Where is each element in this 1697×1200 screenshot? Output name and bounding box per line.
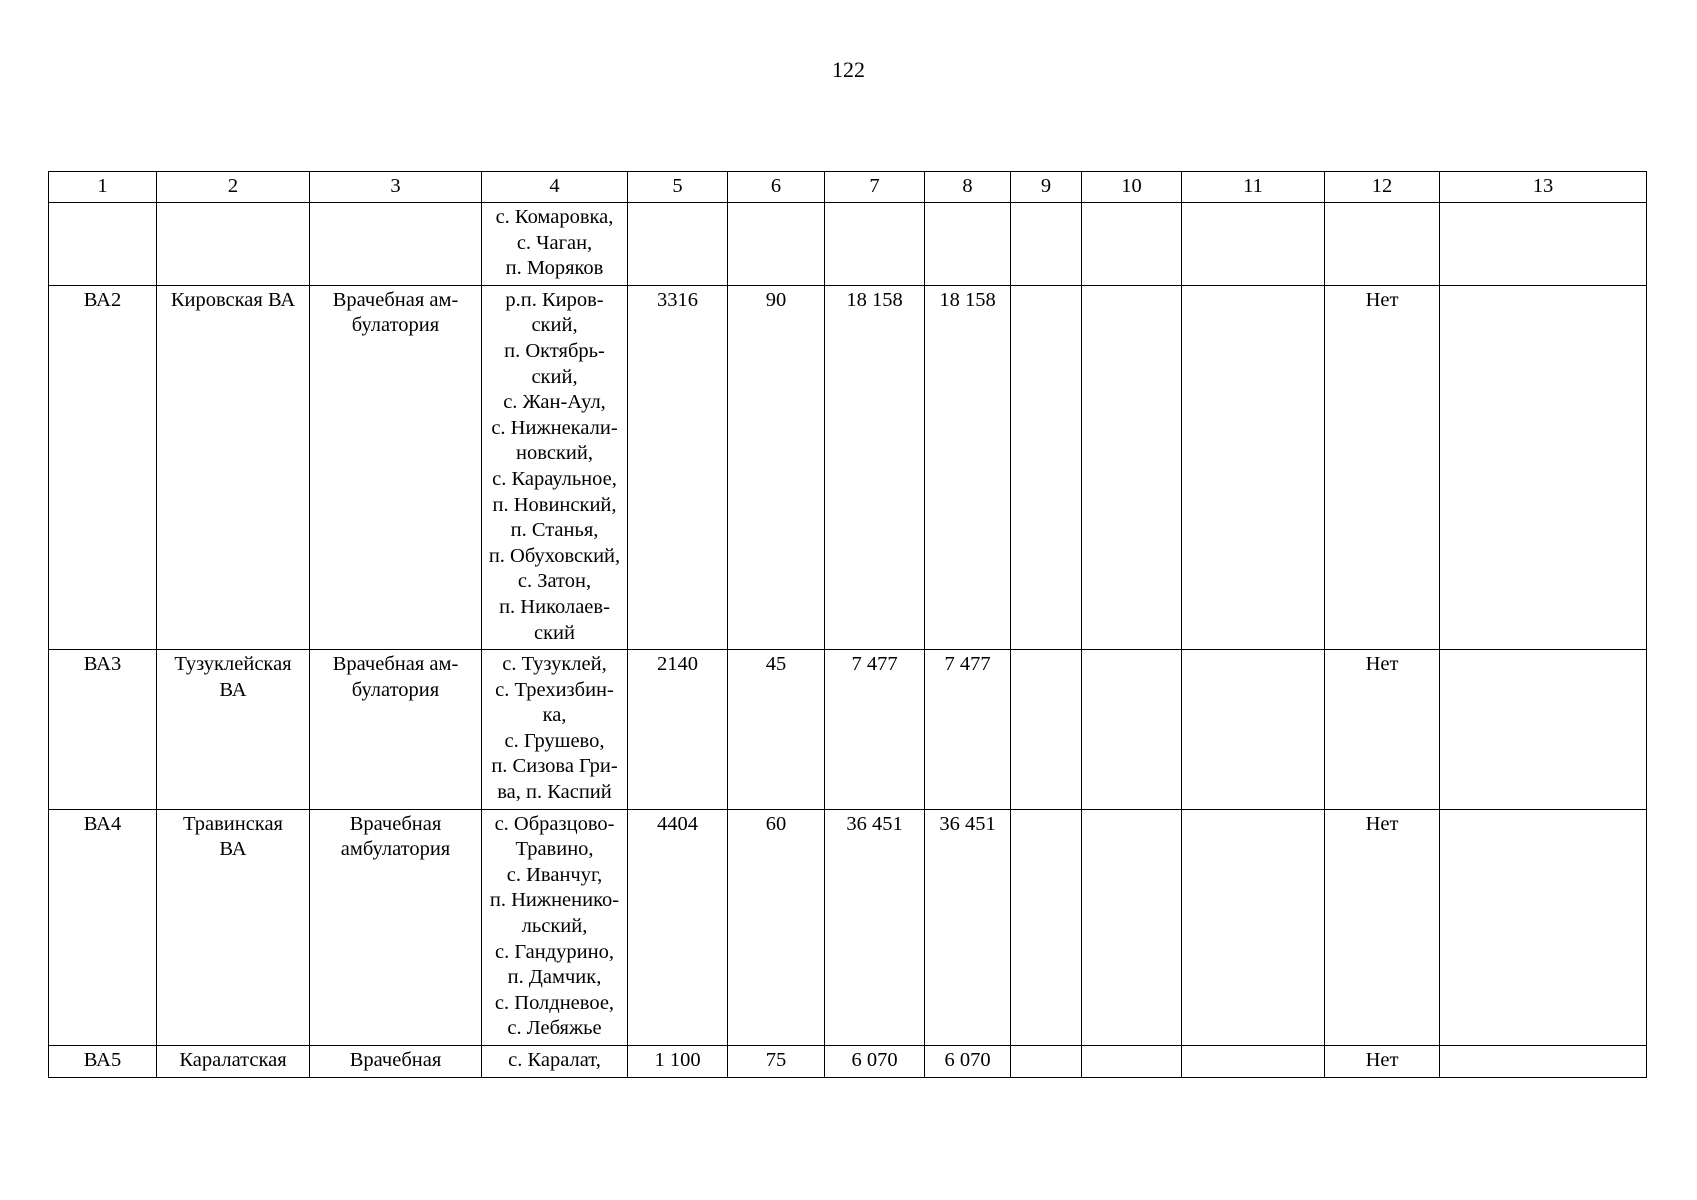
column-header-12: 12 xyxy=(1325,172,1440,203)
table-cell-col-3 xyxy=(310,650,482,810)
cell-text-line: п. Сизова Гри- xyxy=(491,755,618,778)
table-cell-col-12 xyxy=(1325,650,1440,810)
table-cell-col-8 xyxy=(925,809,1011,1045)
column-header-1: 1 xyxy=(49,172,157,203)
table-cell-col-11 xyxy=(1182,650,1325,810)
table-cell-col-11 xyxy=(1182,1046,1325,1078)
cell-text-line: льский, xyxy=(521,915,588,938)
cell-text-line: с. Затон, xyxy=(517,570,592,593)
table-cell-col-6 xyxy=(728,809,825,1045)
column-header-2: 2 xyxy=(157,172,310,203)
cell-text-line: амбулатория xyxy=(340,838,451,861)
cell-text-line: ка, xyxy=(542,704,567,727)
cell-text-line: 18 158 xyxy=(846,288,903,311)
table-cell-col-7 xyxy=(825,203,925,286)
table-cell-col-7 xyxy=(825,650,925,810)
table-cell-col-5 xyxy=(628,809,728,1045)
cell-text-line: п. Нижненико- xyxy=(489,889,620,912)
cell-text-line: Травинская xyxy=(183,812,283,835)
table-cell-col-2 xyxy=(157,650,310,810)
column-header-10: 10 xyxy=(1082,172,1182,203)
cell-text-line: Врачебная xyxy=(349,812,442,835)
table-cell-col-10 xyxy=(1082,285,1182,649)
cell-text-line: 7 477 xyxy=(851,653,898,676)
cell-text-line: булатория xyxy=(351,678,440,701)
column-header-11: 11 xyxy=(1182,172,1325,203)
cell-text-line: ВА3 xyxy=(83,653,122,676)
table-cell-col-9 xyxy=(1011,809,1082,1045)
table-cell-col-4 xyxy=(482,203,628,286)
cell-text-line: 60 xyxy=(765,812,787,835)
cell-text-line: ский, xyxy=(531,365,578,388)
table-cell-col-10 xyxy=(1082,650,1182,810)
table-cell-col-13 xyxy=(1440,1046,1647,1078)
cell-text-line: 75 xyxy=(765,1049,787,1071)
table-cell-col-3 xyxy=(310,1046,482,1078)
table-cell-col-10 xyxy=(1082,809,1182,1045)
table-cell-col-9 xyxy=(1011,285,1082,649)
table-cell-col-8 xyxy=(925,650,1011,810)
table-cell-col-6 xyxy=(728,650,825,810)
column-header-9: 9 xyxy=(1011,172,1082,203)
cell-text-line: ВА xyxy=(219,838,247,861)
cell-text-line: ский, xyxy=(531,314,578,337)
table-cell-col-6 xyxy=(728,285,825,649)
cell-text-line: с. Комаровка, xyxy=(495,206,614,228)
cell-text-line: Врачебная ам- xyxy=(332,653,459,676)
cell-text-line: с. Иванчуг, xyxy=(506,863,603,886)
table-cell-col-2 xyxy=(157,285,310,649)
cell-text-line: п. Октябрь- xyxy=(504,339,605,362)
table-cell-col-9 xyxy=(1011,203,1082,286)
header-row xyxy=(49,172,1647,203)
cell-text-line: Нет xyxy=(1365,288,1399,311)
cell-text-line: Травино, xyxy=(515,838,594,861)
table-cell-col-13 xyxy=(1440,285,1647,649)
column-header-13: 13 xyxy=(1440,172,1647,203)
cell-text-line: Нет xyxy=(1365,1049,1399,1071)
cell-text-line: 4404 xyxy=(657,812,698,835)
cell-text-line: с. Лебяжье xyxy=(507,1017,602,1040)
table-cell-col-2 xyxy=(157,203,310,286)
table-cell-col-11 xyxy=(1182,809,1325,1045)
table-cell-col-3 xyxy=(310,809,482,1045)
table-cell-col-4 xyxy=(482,809,628,1045)
table-cell-col-7 xyxy=(825,809,925,1045)
table-cell-col-10 xyxy=(1082,203,1182,286)
cell-text-line: ВА4 xyxy=(83,812,122,835)
cell-text-line: 36 451 xyxy=(846,812,903,835)
cell-text-line: с. Тузуклей, xyxy=(502,653,607,676)
cell-text-line: п. Моряков xyxy=(505,257,604,280)
table-row xyxy=(49,809,1647,1045)
cell-text-line: 7 477 xyxy=(944,653,991,676)
cell-text-line: ВА2 xyxy=(83,288,122,311)
table-cell-col-8 xyxy=(925,203,1011,286)
table-cell-col-12 xyxy=(1325,203,1440,286)
table-body xyxy=(49,203,1647,1078)
table-cell-col-12 xyxy=(1325,285,1440,649)
cell-text-line: 18 158 xyxy=(939,288,996,311)
table-cell-col-4 xyxy=(482,285,628,649)
table-cell-col-2 xyxy=(157,1046,310,1078)
table-cell-col-2 xyxy=(157,809,310,1045)
cell-text-line: булатория xyxy=(351,314,440,337)
table-cell-col-3 xyxy=(310,285,482,649)
table-cell-col-4 xyxy=(482,650,628,810)
cell-text-line: Нет xyxy=(1365,812,1399,835)
cell-text-line: с. Караульное, xyxy=(492,467,617,490)
cell-text-line: Тузуклейская xyxy=(174,653,292,676)
table-cell-col-6 xyxy=(728,203,825,286)
table-cell-col-1 xyxy=(49,203,157,286)
cell-text-line: новский, xyxy=(516,442,593,465)
cell-text-line: с. Жан-Аул, xyxy=(503,391,606,414)
cell-text-line: п. Николаев- xyxy=(499,595,610,618)
cell-text-line: Кировская ВА xyxy=(170,288,296,311)
table-row xyxy=(49,203,1647,286)
cell-text-line: Нет xyxy=(1365,653,1399,676)
cell-text-line: 6 070 xyxy=(851,1049,898,1071)
column-header-6: 6 xyxy=(728,172,825,203)
table-cell-col-11 xyxy=(1182,203,1325,286)
cell-text-line: с. Грушево, xyxy=(504,729,605,752)
table-cell-col-5 xyxy=(628,650,728,810)
column-header-8: 8 xyxy=(925,172,1011,203)
cell-text-line: Врачебная xyxy=(349,1049,442,1071)
table-cell-col-9 xyxy=(1011,1046,1082,1078)
cell-text-line: п. Новинский, xyxy=(492,493,617,516)
cell-text-line: 1 100 xyxy=(654,1049,701,1071)
page-number: 122 xyxy=(832,57,865,82)
column-header-4: 4 xyxy=(482,172,628,203)
cell-text-line: р.п. Киров- xyxy=(505,288,604,311)
cell-text-line: Каралатская xyxy=(179,1049,287,1071)
table-cell-col-12 xyxy=(1325,1046,1440,1078)
table-row xyxy=(49,650,1647,810)
column-header-7: 7 xyxy=(825,172,925,203)
table-cell-col-4 xyxy=(482,1046,628,1078)
table-cell-col-11 xyxy=(1182,285,1325,649)
table-cell-col-8 xyxy=(925,1046,1011,1078)
cell-text-line: ВА5 xyxy=(83,1049,122,1071)
cell-text-line: п. Обуховский, xyxy=(488,544,621,567)
table-cell-col-1 xyxy=(49,650,157,810)
table-cell-col-7 xyxy=(825,1046,925,1078)
cell-text-line: с. Нижнекали- xyxy=(491,416,618,439)
cell-text-line: с. Каралат, xyxy=(508,1049,601,1071)
cell-text-line: с. Образцово- xyxy=(494,812,615,835)
cell-text-line: 3316 xyxy=(657,288,698,311)
cell-text-line: 2140 xyxy=(657,653,698,676)
cell-text-line: 6 070 xyxy=(944,1049,991,1071)
column-header-3: 3 xyxy=(310,172,482,203)
cell-text-line: с. Полдневое, xyxy=(494,991,615,1014)
column-header-5: 5 xyxy=(628,172,728,203)
cell-text-line: ский xyxy=(534,621,575,644)
cell-text-line: п. Станья, xyxy=(510,519,599,542)
table-cell-col-1 xyxy=(49,285,157,649)
table-cell-col-7 xyxy=(825,285,925,649)
table-cell-col-13 xyxy=(1440,203,1647,286)
cell-text-line: 36 451 xyxy=(939,812,996,835)
table-header xyxy=(49,172,1647,203)
cell-text-line: 45 xyxy=(765,653,787,676)
table-cell-col-9 xyxy=(1011,650,1082,810)
table-cell-col-6 xyxy=(728,1046,825,1078)
table-cell-col-8 xyxy=(925,285,1011,649)
cell-text-line: п. Дамчик, xyxy=(507,966,602,989)
data-table xyxy=(48,171,1647,1078)
table-cell-col-5 xyxy=(628,1046,728,1078)
table-cell-col-3 xyxy=(310,203,482,286)
cell-text-line: ва, п. Каспий xyxy=(497,781,612,804)
cell-text-line: ВА xyxy=(219,678,247,701)
table-cell-col-13 xyxy=(1440,650,1647,810)
table-cell-col-12 xyxy=(1325,809,1440,1045)
cell-text-line: с. Гандурино, xyxy=(494,940,614,963)
table-cell-col-5 xyxy=(628,203,728,286)
table-row xyxy=(49,1046,1647,1078)
table-cell-col-1 xyxy=(49,809,157,1045)
table-cell-col-1 xyxy=(49,1046,157,1078)
cell-text-line: 90 xyxy=(765,288,787,311)
table-cell-col-13 xyxy=(1440,809,1647,1045)
table-cell-col-10 xyxy=(1082,1046,1182,1078)
cell-text-line: с. Чаган, xyxy=(516,231,593,254)
table-row xyxy=(49,285,1647,649)
cell-text-line: Врачебная ам- xyxy=(332,288,459,311)
table-cell-col-5 xyxy=(628,285,728,649)
cell-text-line: с. Трехизбин- xyxy=(495,678,614,701)
